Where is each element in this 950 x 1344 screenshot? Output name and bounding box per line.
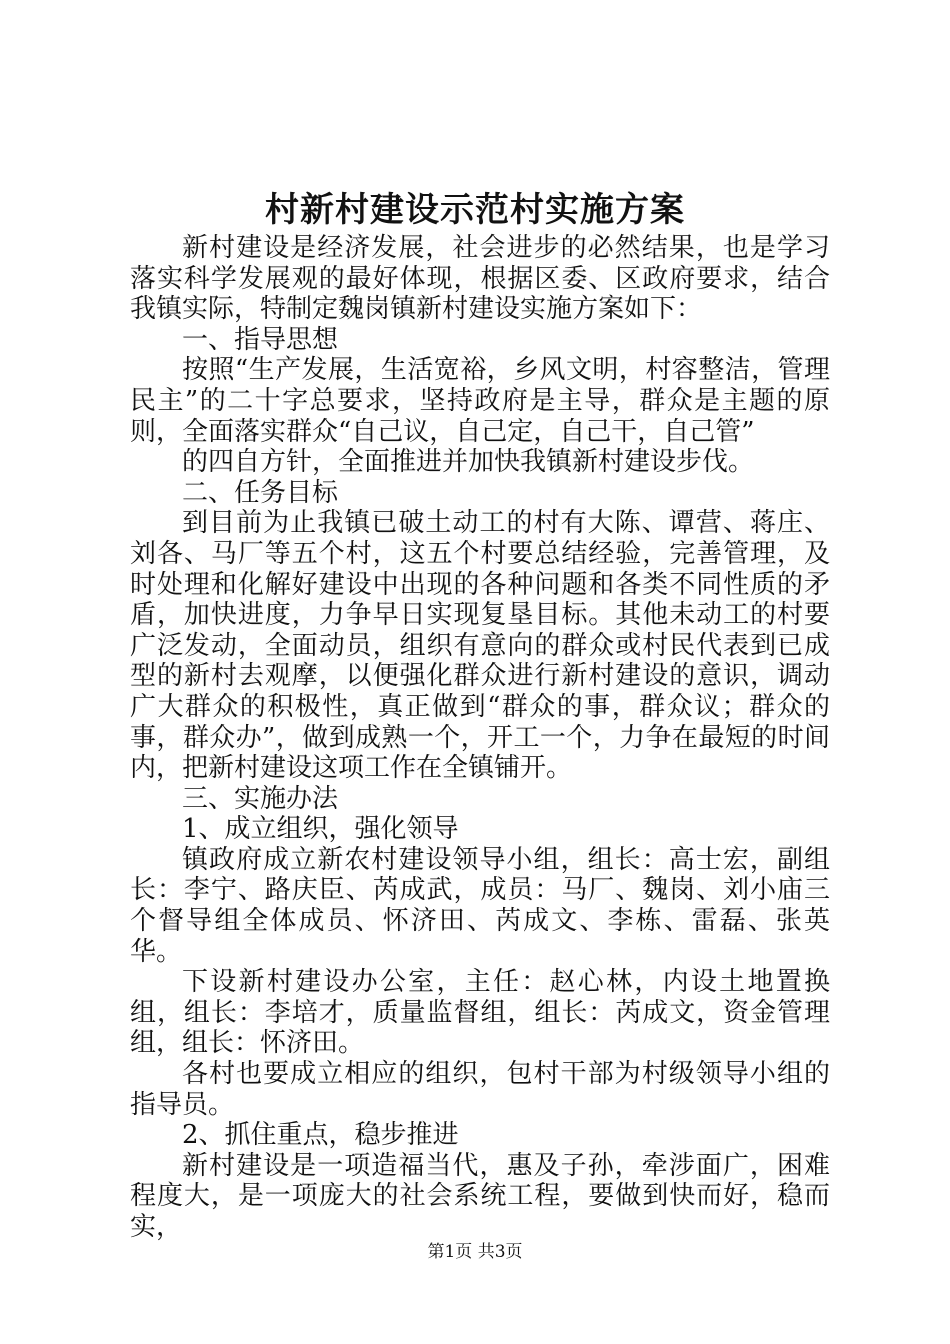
paragraph-leadership-group: 镇政府成立新农村建设领导小组，组长：高士宏，副组长：李宁、路庆臣、芮成武，成员：马厂、魏岗、刘小庙三个督导组全体成员、怀济田、芮成文、李栋、雷磊、张英华。 <box>130 844 830 967</box>
paragraph-guiding-ideology: 按照“生产发展，生活宽裕，乡风文明，村容整洁，管理民主”的二十字总要求，坚持政府是主导，群众是主题的原则，全面落实群众“自己议，自己定，自己干，自己管” <box>130 355 830 447</box>
document-body <box>130 233 830 1243</box>
page-number-footer: 第1页 共3页 <box>427 1242 523 1262</box>
paragraph-office: 下设新村建设办公室，主任：赵心林，内设土地置换组，组长：李培才，质量监督组，组长：芮成文，资金管理组，组长：怀济田。 <box>130 967 830 1059</box>
paragraph-task-goals: 到目前为止我镇已破土动工的村有大陈、谭营、蒋庄、刘各、马厂等五个村，这五个村要总结经验，完善管理，及时处理和化解好建设中出现的各种问题和各类不同性质的矛盾，加快进度，力争早日实现复垦目标。其他未动工的村要广泛发动，全面动员，组织有意向的群众或村民代表到已成型的新村去观摩，以便强化群众进行新村建设的意识，调动广大群众的积极性，真正做到“群众的事，群众议；群众的事，群众办”，做到成熟一个，开工一个，力争在最短的时间内，把新村建设这项工作在全镇铺开。 <box>130 508 830 784</box>
section-heading-task-goals: 二、任务目标 <box>182 477 339 508</box>
document-title: 村新村建设示范村实施方案 <box>265 190 685 230</box>
paragraph-key-points: 新村建设是一项造福当代，惠及子孙，牵涉面广，困难程度大，是一项庞大的社会系统工程，要做到快而好，稳而实， <box>130 1150 830 1242</box>
paragraph-intro: 新村建设是经济发展，社会进步的必然结果，也是学习落实科学发展观的最好体现，根据区委、区政府要求，结合我镇实际，特制定魏岗镇新村建设实施方案如下： <box>130 233 830 325</box>
subheading-key-points: 2、抓住重点，稳步推进 <box>182 1120 459 1151</box>
section-heading-guiding-ideology: 一、指导思想 <box>182 324 339 355</box>
subheading-organization: 1、成立组织，强化领导 <box>182 814 459 845</box>
section-heading-implementation: 三、实施办法 <box>182 783 339 814</box>
paragraph-village-organization: 各村也要成立相应的组织，包村干部为村级领导小组的指导员。 <box>130 1059 830 1120</box>
paragraph-guiding-ideology-continued: 的四自方针，全面推进并加快我镇新村建设步伐。 <box>182 447 755 478</box>
